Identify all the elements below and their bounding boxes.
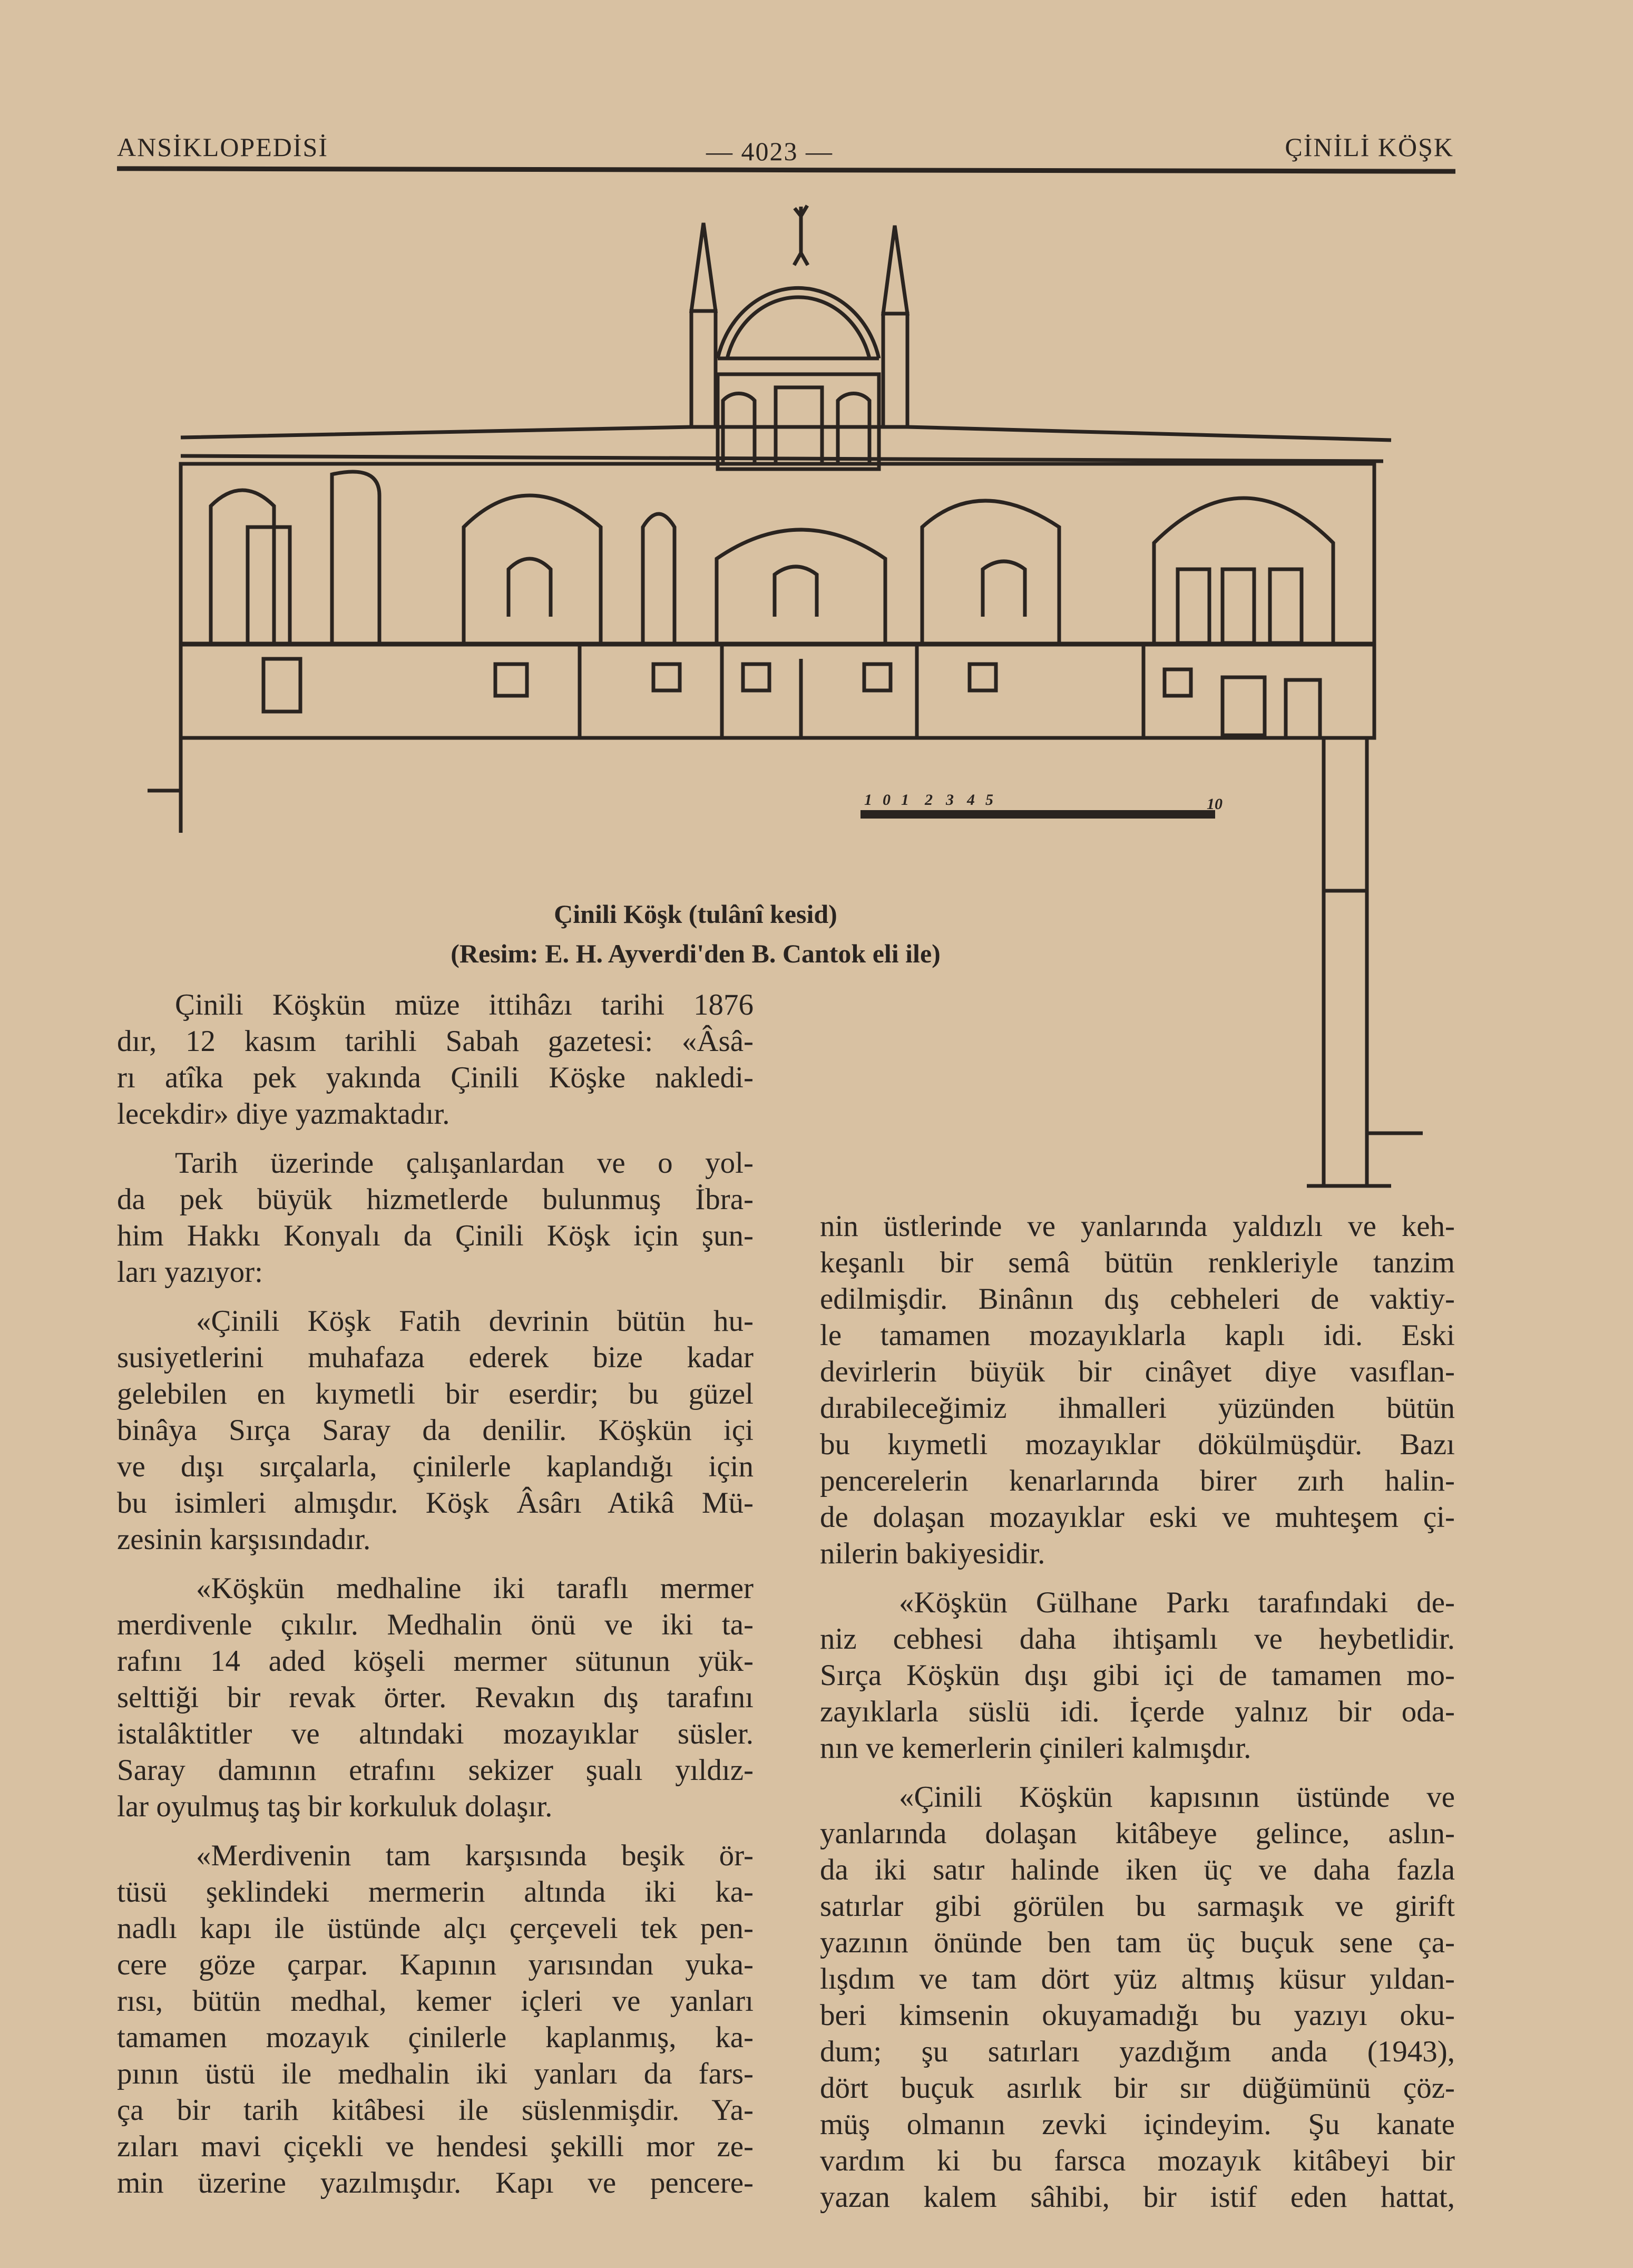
- text-line: «Köşkün medhaline iki taraflı mermer: [196, 1572, 754, 1605]
- scale-label: 4: [967, 791, 975, 809]
- text-line: zayıklarla süslü idi. İçerde yalnız bir oda-: [820, 1695, 1455, 1728]
- text-line: nadlı kapı ile üstünde alçı çerçeveli tek pen-: [117, 1912, 754, 1945]
- text-line: istalâktitler ve altındaki mozayıklar süsler.: [117, 1717, 754, 1750]
- text-line: ları yazıyor:: [117, 1255, 263, 1289]
- text-line: rısı, bütün medhal, kemer içleri ve yanları: [117, 1984, 754, 2018]
- text-line: «Çinili Köşkün kapısının üstünde ve: [899, 1780, 1455, 1814]
- scale-label: 1: [901, 791, 909, 809]
- text-line: dırabileceğimiz ihmalleri yüzünden bütün: [820, 1391, 1455, 1425]
- text-line: yazının önünde ben tam üç buçuk sene ça-: [820, 1926, 1455, 1959]
- text-line: rı atîka pek yakında Çinili Köşke nakledi-: [117, 1061, 754, 1094]
- text-line: keşanlı bir semâ bütün renkleriyle tanzim: [820, 1246, 1455, 1279]
- main-building-section: [148, 427, 1391, 833]
- text-line: yazan kalem sâhibi, bir istif eden hattat,: [820, 2181, 1455, 2214]
- lower-windows: [495, 644, 1320, 738]
- paragraph: [117, 987, 754, 1132]
- paragraph: [117, 1570, 754, 1825]
- scale-label: 10: [1207, 795, 1223, 813]
- text-line: devirlerin büyük bir cinâyet diye vasıflan-: [820, 1355, 1455, 1388]
- paragraph: [117, 1837, 754, 2201]
- text-line: selttiği bir revak örter. Revakın dış tarafını: [117, 1681, 754, 1714]
- text-line: tamamen mozayık çinilerle kaplanmış, ka-: [117, 2021, 754, 2054]
- left-text-column: [117, 987, 754, 2201]
- scale-label: 5: [985, 791, 993, 809]
- text-line: binâya Sırça Saray da denilir. Köşkün içi: [117, 1414, 754, 1447]
- text-line: rafını 14 aded köşeli mermer sütunun yük-: [117, 1644, 754, 1678]
- text-line: dört buçuk asırlık bir sır düğümünü çöz-: [820, 2071, 1455, 2105]
- page-number: — 4023 —: [706, 137, 833, 166]
- text-line: him Hakkı Konyalı da Çinili Köşk için şun-: [117, 1219, 754, 1252]
- text-line: nilerin bakiyesidir.: [820, 1537, 1045, 1570]
- text-line: nın ve kemerlerin çinileri kalmışdır.: [820, 1731, 1251, 1765]
- text-line: «Çinili Köşk Fatih devrinin bütün hu-: [196, 1305, 754, 1338]
- text-line: dır, 12 kasım tarihli Sabah gazetesi: «Âsâ-: [117, 1025, 754, 1058]
- paragraph: [820, 1208, 1455, 1572]
- text-line: susiyetlerini muhafaza ederek bize kadar: [117, 1341, 754, 1374]
- scale-label: 2: [925, 791, 933, 809]
- text-line: vardım ki bu farsca mozayık kitâbeyi bir: [820, 2144, 1455, 2177]
- text-line: bu isimleri almışdır. Köşk Âsârı Atikâ Mü-: [117, 1486, 754, 1520]
- central-dome: [718, 206, 879, 374]
- text-line: min üzerine yazılmışdır. Kapı ve pencere-: [117, 2166, 754, 2199]
- figure-caption-credit: (Resim: E. H. Ayverdi'den B. Cantok eli ile): [451, 939, 941, 968]
- text-line: lecekdir» diye yazmaktadır.: [117, 1097, 450, 1131]
- right-text-column: [820, 1208, 1455, 2215]
- figure-caption-title: Çinili Köşk (tulânî kesid): [554, 899, 837, 929]
- scale-label: 3: [946, 791, 954, 809]
- scale-bar: [860, 791, 1223, 819]
- text-line: beri kimsenin okuyamadığı bu yazıyı oku-: [820, 1999, 1455, 2032]
- text-line: satırlar gibi görülen bu sarmaşık ve girift: [820, 1890, 1455, 1923]
- text-line: yanlarında dolaşan kitâbeye gelince, aslın-: [820, 1817, 1455, 1850]
- text-line: da pek büyük hizmetlerde bulunmuş İbra-: [117, 1183, 754, 1216]
- spire-right: [883, 226, 907, 427]
- text-line: merdivenle çıkılır. Medhalin önü ve iki ta-: [117, 1608, 754, 1641]
- text-line: Saray damının etrafını sekizer şualı yıldız-: [117, 1754, 754, 1787]
- scale-label: 0: [883, 791, 891, 809]
- drum-windows: [718, 374, 879, 469]
- text-line: edilmişdir. Binânın dış cebheleri de vaktiy-: [820, 1282, 1455, 1316]
- text-line: de dolaşan mozayıklar eski ve muhteşem çi-: [820, 1501, 1455, 1534]
- text-line: da iki satır halinde iken üç ve daha fazla: [820, 1853, 1455, 1886]
- text-line: dum; şu satırları yazdığım anda (1943),: [820, 2035, 1455, 2068]
- text-line: pının üstü ile medhalin iki yanları da fars-: [117, 2057, 754, 2090]
- text-line: Sırça Köşkün dışı gibi içi de tamamen mo-: [820, 1659, 1455, 1692]
- text-line: «Köşkün Gülhane Parkı tarafındaki de-: [899, 1586, 1455, 1619]
- running-header-right: ÇİNİLİ KÖŞK: [1285, 132, 1454, 162]
- text-line: nin üstlerinde ve yanlarında yaldızlı ve keh-: [820, 1210, 1455, 1243]
- text-line: lar oyulmuş taş bir korkuluk dolaşır.: [117, 1790, 553, 1823]
- paragraph: [820, 1779, 1455, 2215]
- spire-left: [691, 223, 716, 427]
- running-header-left: ANSİKLOPEDİSİ: [117, 132, 328, 162]
- text-line: «Merdivenin tam karşısında beşik ör-: [196, 1839, 754, 1872]
- text-line: Tarih üzerinde çalışanlardan ve o yol-: [175, 1146, 754, 1180]
- text-line: zıları mavi çiçekli ve hendesi şekilli mor ze-: [117, 2130, 754, 2163]
- paragraph: [820, 1584, 1455, 1766]
- text-line: Çinili Köşkün müze ittihâzı tarihi 1876: [175, 988, 754, 1021]
- text-line: niz cebhesi daha ihtişamlı ve heybetlidir.: [820, 1622, 1455, 1656]
- text-line: gelebilen en kıymetli bir eserdir; bu güzel: [117, 1377, 754, 1410]
- text-line: bu kıymetli mozayıklar dökülmüşdür. Bazı: [820, 1428, 1455, 1461]
- paragraph: [117, 1145, 754, 1290]
- scale-label: 1: [864, 791, 872, 809]
- text-line: cere göze çarpar. Kapının yarısından yuka-: [117, 1948, 754, 1981]
- text-line: müş olmanın zevki içindeyim. Şu kanate: [820, 2108, 1455, 2141]
- text-line: ve dışı sırçalarla, çinilerle kaplandığı için: [117, 1450, 754, 1483]
- text-line: pencerelerin kenarlarında birer zırh halin-: [820, 1464, 1455, 1497]
- paragraph: [117, 1303, 754, 1558]
- text-line: ça bir tarih kitâbesi ile süslenmişdir. Ya-: [117, 2094, 754, 2127]
- text-line: lışdım ve tam dört yüz altmış küsur yıldan-: [820, 1962, 1455, 1996]
- text-line: tüsü şeklindeki mermerin altında iki ka-: [117, 1875, 754, 1909]
- text-line: zesinin karşısındadır.: [117, 1523, 371, 1556]
- text-line: le tamamen mozayıklarla kaplı idi. Eski: [820, 1319, 1455, 1352]
